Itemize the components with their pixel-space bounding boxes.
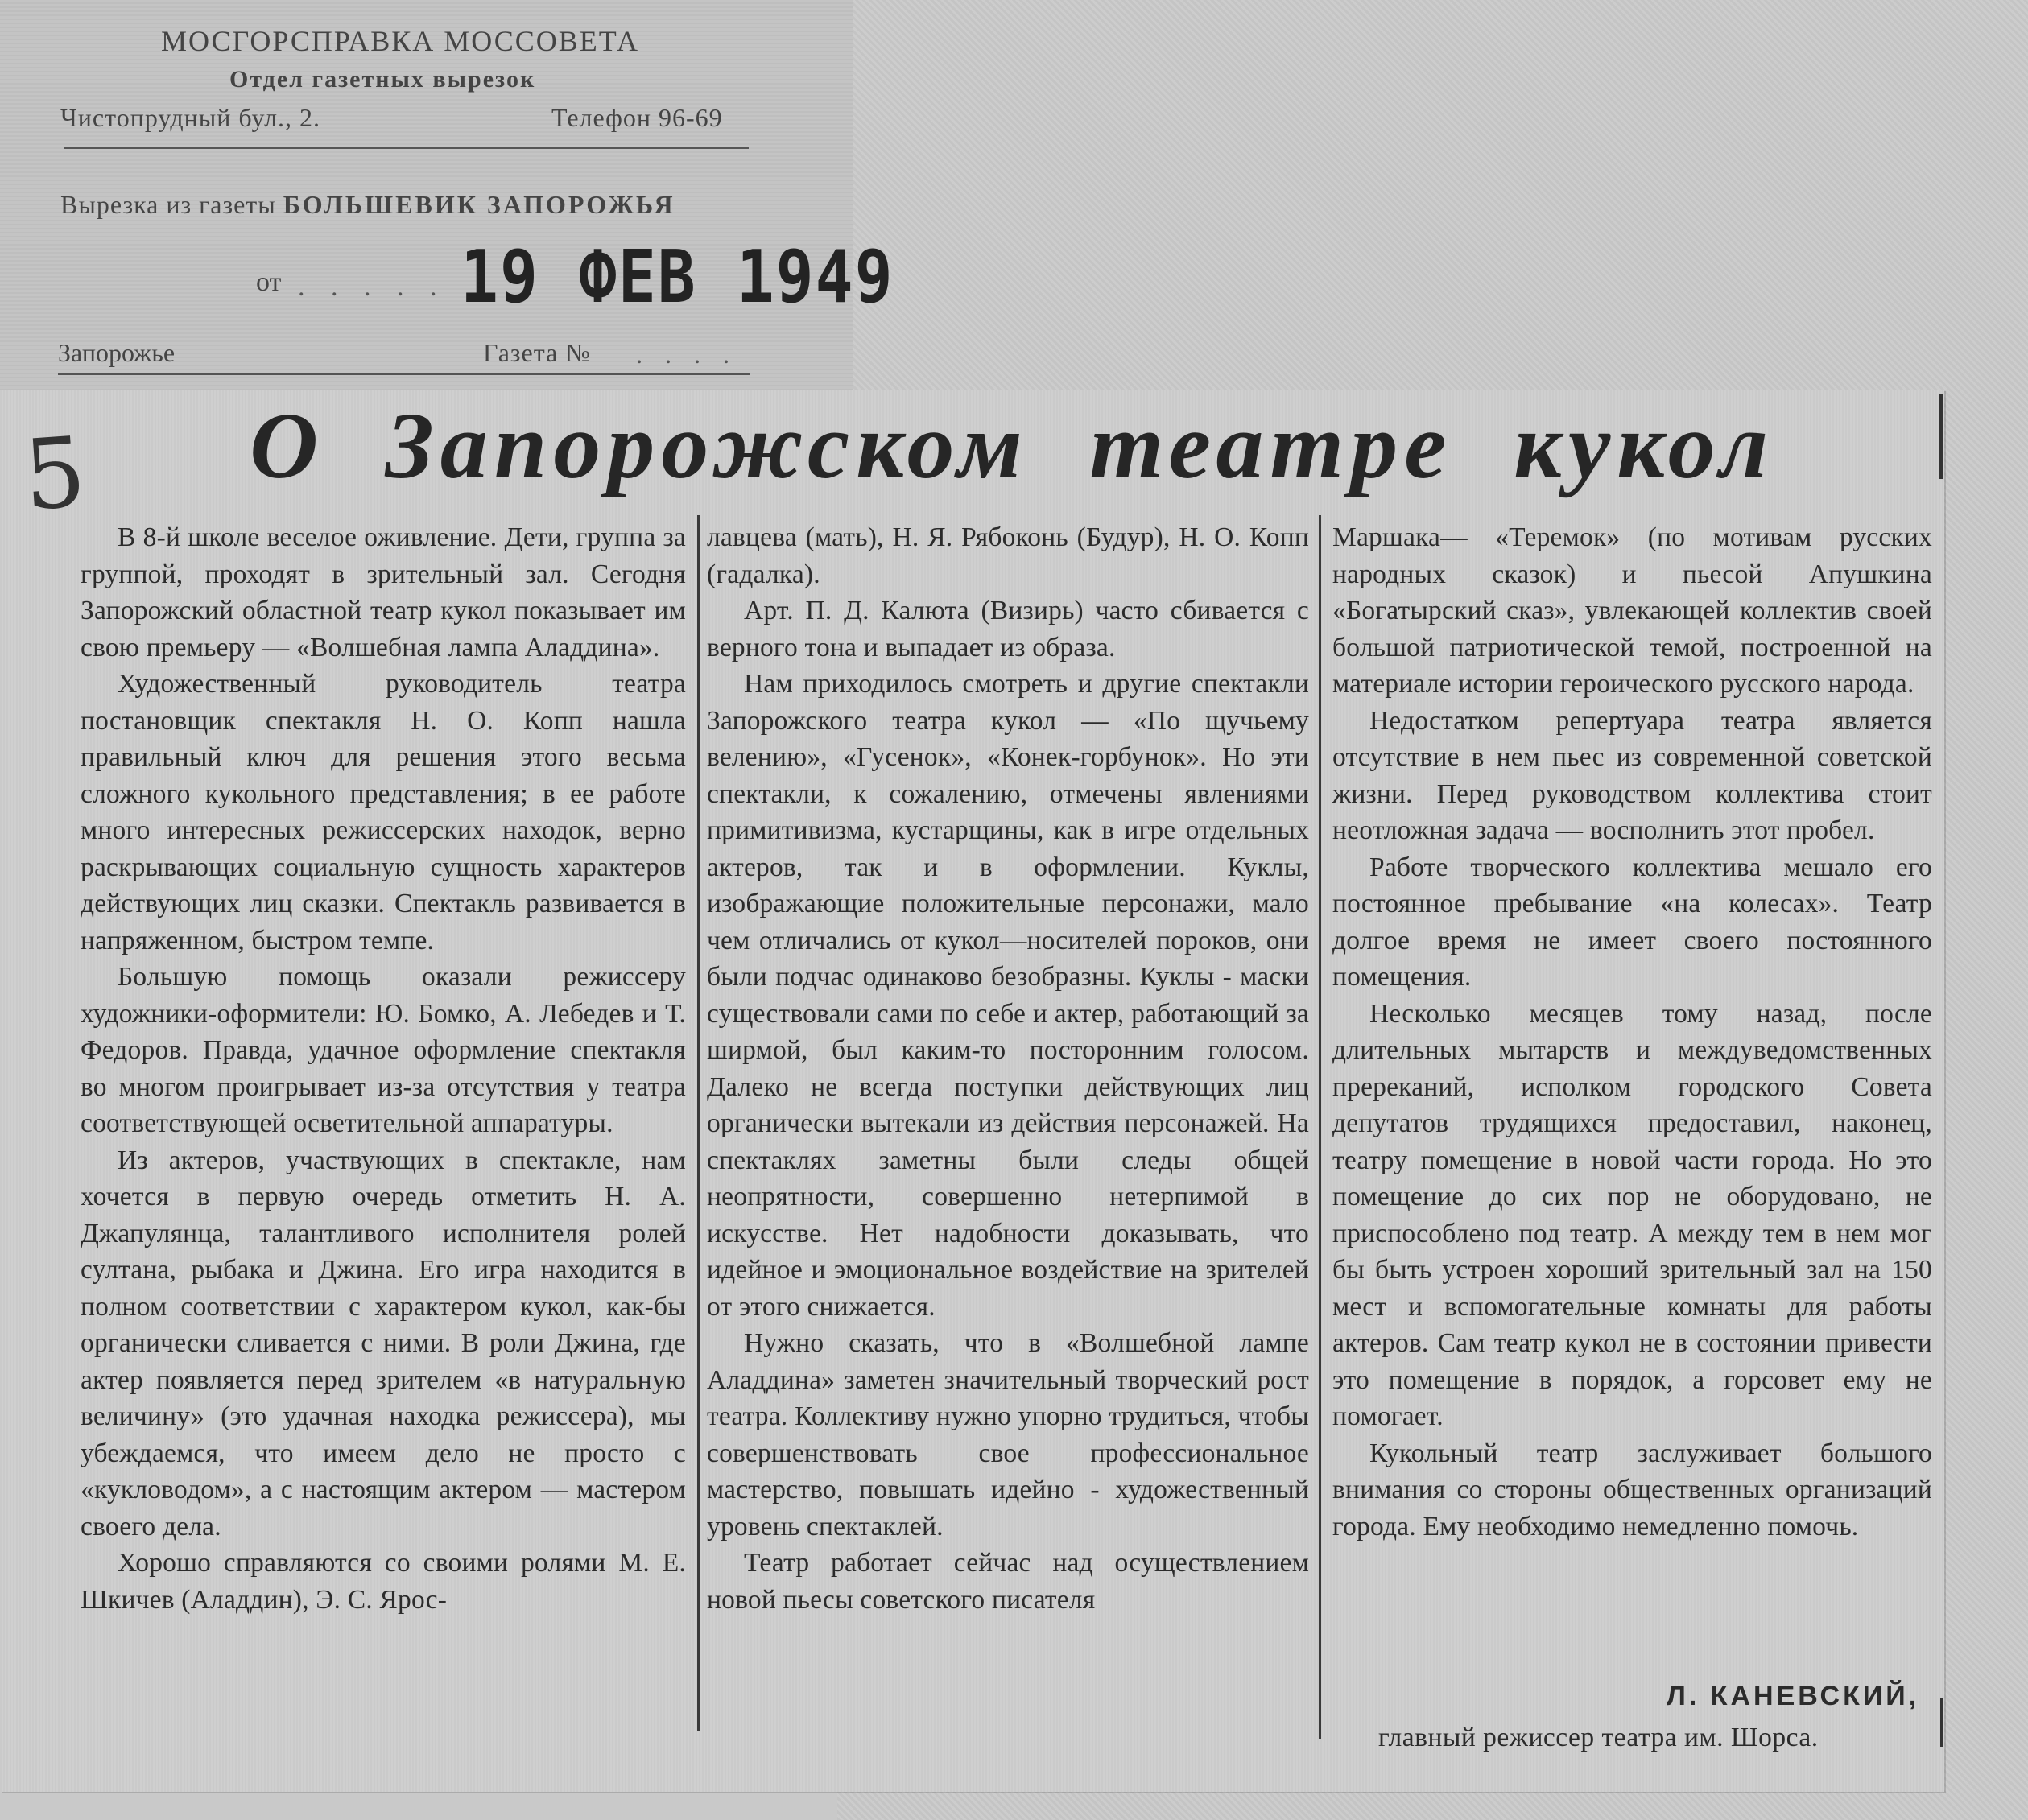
paragraph: Нам приходилось смотреть и другие спектакли Запорожского театра кукол — «По щучьему велению», «Гусенок», «Конек-горбунок». Но эти спектакли, к сожалению, отмечены явлениями примитивизма, кустарщины, как в игре отдельных актеров, так и в оформлении. Куклы, изображающие положительные персонажи, мало чем отличались от кукол—носителей пороков, они были подчас одинаково безобразны. Куклы - маски существовали сами по себе и актер, работающий за ширмой, был каким-то посторонним голосом. Далеко не всегда поступки действующих лиц органически вытекали из действия персонажей. На спектаклях заметны были следы общей неопрятности, совершенно нетерпимой в искусстве. Нет надобности доказывать, что идейное и эмоциональное воздействие на зрителей от этого снижается. [707, 669, 1309, 1322]
article-column-1 [81, 519, 686, 1618]
paragraph: Маршака— «Теремок» (по мотивам русских народных сказок) и пьесой Апушкина «Богатырский сказ», увлекающей коллектив своей большой патриотической темой, построенной на материале истории героического русского народа. [1332, 522, 1932, 699]
slip-divider [64, 147, 749, 149]
slip-organization: МОСГОРСПРАВКА МОССОВЕТА [161, 25, 639, 57]
column-separator [697, 515, 700, 1731]
paragraph: Художественный руководитель театра постановщик спектакля Н. О. Копп нашла правильный ключ для решения этого весьма сложного кукольного представления; в ее работе много интересных режиссерских находок, верно раскрывающих социальную сущность характеров действующих лиц сказки. Спектакль развивается в напряженном, быстром темпе. [81, 669, 686, 955]
slip-department: Отдел газетных вырезок [229, 66, 536, 93]
slip-issue-label: Газета № [483, 338, 591, 367]
slip-bottom-divider [58, 373, 750, 375]
article-title: О Запорожском театре кукол [250, 393, 1775, 498]
slip-dotted-line: . . . . . [298, 272, 447, 302]
column-separator [1319, 515, 1321, 1739]
paragraph: Арт. П. Д. Калюта (Визирь) часто сбивается с верного тона и выпадает из образа. [707, 596, 1309, 662]
paragraph: Большую помощь оказали режиссеру художники-оформители: Ю. Бомко, А. Лебедев и Т. Федоров. Правда, удачное оформление спектакля во многом проигрывает из-за отсутствия у театра соответствующей осветительной аппаратуры. [81, 962, 686, 1138]
slip-cut-label: Вырезка из газеты [60, 190, 276, 219]
slip-from-label: от [256, 267, 282, 297]
slip-phone: Телефон 96-69 [551, 103, 723, 132]
paragraph: Театр работает сейчас над осуществлением новой пьесы советского писателя [707, 1548, 1309, 1615]
article-column-3 [1332, 519, 1932, 1545]
slip-newspaper-name: БОЛЬШЕВИК ЗАПОРОЖЬЯ [283, 190, 675, 219]
slip-address: Чистопрудный бул., 2. [60, 103, 321, 132]
slip-city: Запорожье [58, 338, 176, 367]
article-column-2 [707, 519, 1309, 1618]
column-rule-right-bottom [1940, 1698, 1943, 1747]
slip-cut-line [60, 190, 675, 220]
paragraph: Из актеров, участвующих в спектакле, нам хочется в первую очередь отметить Н. А. Джапулянца, талантливого исполнителя ролей султана, рыбака и Джина. Его игра находится в полном соответствии с характером кукол, как-бы органически сливается с ними. В роли Джина, где актер появляется перед зрителем «в натуральную величину» (это удачная находка режиссера), мы убеждаемся, что имеем дело не просто с «кукловодом», а с настоящим актером — мастером своего дела. [81, 1145, 686, 1541]
paragraph: Несколько месяцев тому назад, после длительных мытарств и междуведомственных пререканий, исполком городского Совета депутатов трудящихся предоставил, наконец, театру помещение в новой части города. Но это помещение до сих пор не оборудовано, не приспособлено под театр. А между тем в нем мог бы быть устроен хороший зрительный зал на 150 мест и вспомогательные комнаты для работы актеров. Сам театр кукол не в состоянии привести это помещение в порядок, а горсовет ему не помогает. [1332, 998, 1932, 1431]
paragraph: лавцева (мать), Н. Я. Рябоконь (Будур), Н. О. Копп (гадалка). [707, 522, 1309, 589]
paragraph: Нужно сказать, что в «Волшебной лампе Аладдина» заметен значительный творческий рост театра. Коллективу нужно упорно трудиться, чтобы совершенствовать свое профессиональное мастерство, повышать идейно - художественный уровень спектаклей. [707, 1328, 1309, 1541]
paragraph: Работе творческого коллектива мешало его постоянное пребывание «на колесах». Театр долгое время не имеет своего постоянного помещения. [1332, 852, 1932, 992]
paragraph: Недостатком репертуара театра является отсутствие в нем пьес из современной советской жизни. Перед руководством коллектива стоит неотложная задача — восполнить этот пробел. [1332, 705, 1932, 845]
author-role: главный режиссер театра им. Шорса. [1378, 1723, 1819, 1752]
slip-date-stamp: 19 ФЕВ 1949 [461, 236, 894, 320]
column-rule-right [1939, 394, 1943, 479]
paragraph: В 8-й школе веселое оживление. Дети, группа за группой, проходят в зрительный зал. Сегодня Запорожский областной театр кукол показывает им свою премьеру — «Волшебная лампа Аладдина». [81, 522, 686, 662]
author-name: Л. КАНЕВСКИЙ, [1667, 1681, 1920, 1711]
handwritten-mark: 5 [20, 416, 90, 533]
paragraph: Хорошо справляются со своими ролями М. Е. Шкичев (Аладдин), Э. С. Ярос- [81, 1548, 686, 1615]
clipping-service-slip [0, 0, 894, 390]
slip-issue-dots: . . . . [636, 340, 737, 369]
paragraph: Кукольный театр заслуживает большого внимания со стороны общественных организаций города. Ему необходимо немедленно помочь. [1332, 1438, 1932, 1541]
